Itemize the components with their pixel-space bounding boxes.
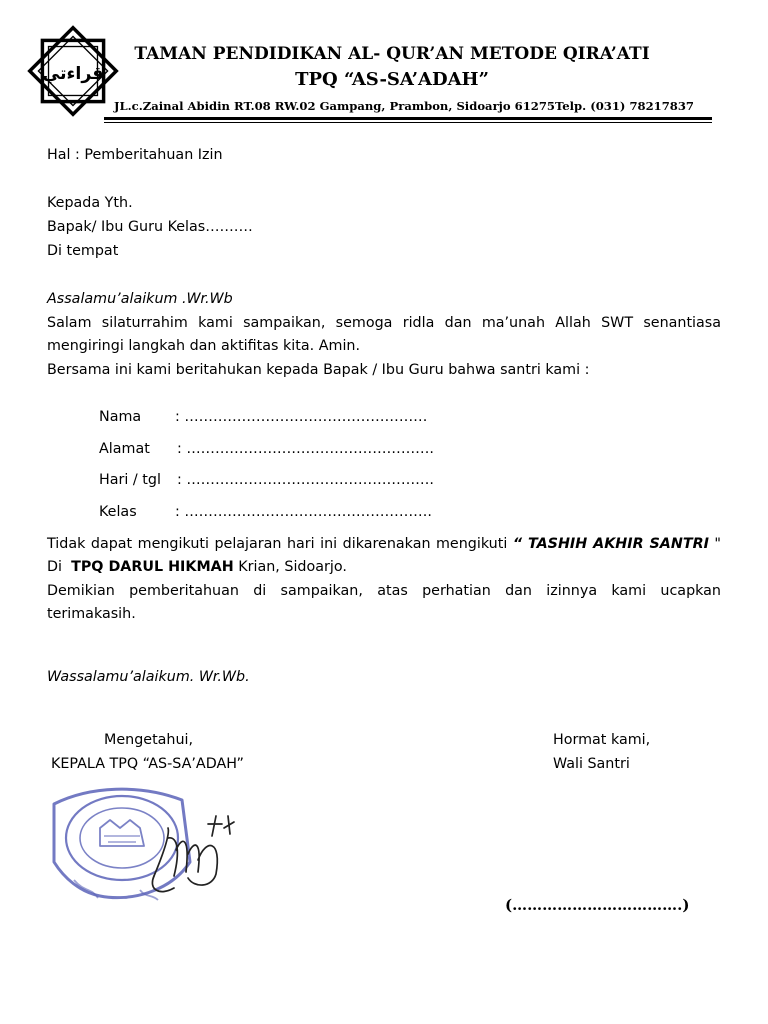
signature-right-role: Wali Santri: [553, 756, 630, 772]
event-place-city: Krian, Sidoarjo.: [238, 559, 347, 575]
field-label-kelas: Kelas: [99, 504, 137, 520]
reason-di: Di: [47, 559, 62, 575]
event-name: “ TASHIH AKHIR SANTRI: [512, 536, 709, 552]
school-address: JL.c.Zainal Abidin RT.08 RW.02 Gampang, Prambon, Sidoarjo 61275Telp. (031) 78217837: [114, 99, 694, 113]
field-label-hari: Hari / tgl: [99, 472, 161, 488]
logo-arabic-text: قراءتي: [42, 64, 104, 85]
field-value-alamat: : …………………………………………….: [177, 441, 434, 457]
header-divider-thin: [104, 122, 712, 123]
official-stamp-icon: [40, 780, 260, 910]
field-label-nama: Nama: [99, 409, 142, 425]
recipient-line-2: Bapak/ Ibu Guru Kelas……….: [47, 219, 253, 235]
recipient-line-1: Kepada Yth.: [47, 195, 133, 211]
school-name: TAMAN PENDIDIKAN AL- QUR’AN METODE QIRA’ATI: [134, 44, 650, 64]
reason-location: [47, 557, 347, 577]
signature-left-role: KEPALA TPQ “AS-SA’ADAH”: [51, 756, 244, 772]
tpq-name: TPQ “AS-SA’ADAH”: [295, 69, 489, 90]
field-value-nama: : ……………………………………………: [175, 409, 428, 425]
header-divider-thick: [104, 117, 712, 120]
intro-paragraph: Salam silaturrahim kami sampaikan, semoga ridla dan ma’unah Allah SWT senantiasa mengiringi langkah dan aktifitas kita. Amin.: [47, 315, 721, 354]
closing-paragraph: Demikian pemberitahuan di sampaikan, atas perhatian dan izinnya kami ucapkan terimakasih.: [47, 583, 721, 622]
event-place: TPQ DARUL HIKMAH: [71, 559, 234, 575]
field-value-kelas: : …………………………………………….: [175, 504, 432, 520]
signature-left-title: Mengetahui,: [104, 732, 194, 748]
closing-greeting: Wassalamu’alaikum. Wr.Wb.: [47, 669, 250, 685]
signature-right-title: Hormat kami,: [553, 732, 651, 748]
event-close-quote: ": [714, 536, 721, 552]
reason-text: Tidak dapat mengikuti pelajaran hari ini dikarenakan mengikuti: [47, 536, 508, 552]
guardian-signature-blank: (…………………………….): [505, 896, 690, 914]
notice-paragraph: Bersama ini kami beritahukan kepada Bapak / Ibu Guru bahwa santri kami :: [47, 362, 590, 378]
field-value-hari: : …………………………………………….: [177, 472, 434, 488]
letter-subject: Hal : Pemberitahuan Izin: [47, 147, 223, 163]
recipient-line-3: Di tempat: [47, 243, 119, 259]
opening-greeting: Assalamu’alaikum .Wr.Wb: [47, 291, 233, 307]
reason-line: [47, 533, 721, 556]
field-label-alamat: Alamat: [99, 441, 150, 457]
